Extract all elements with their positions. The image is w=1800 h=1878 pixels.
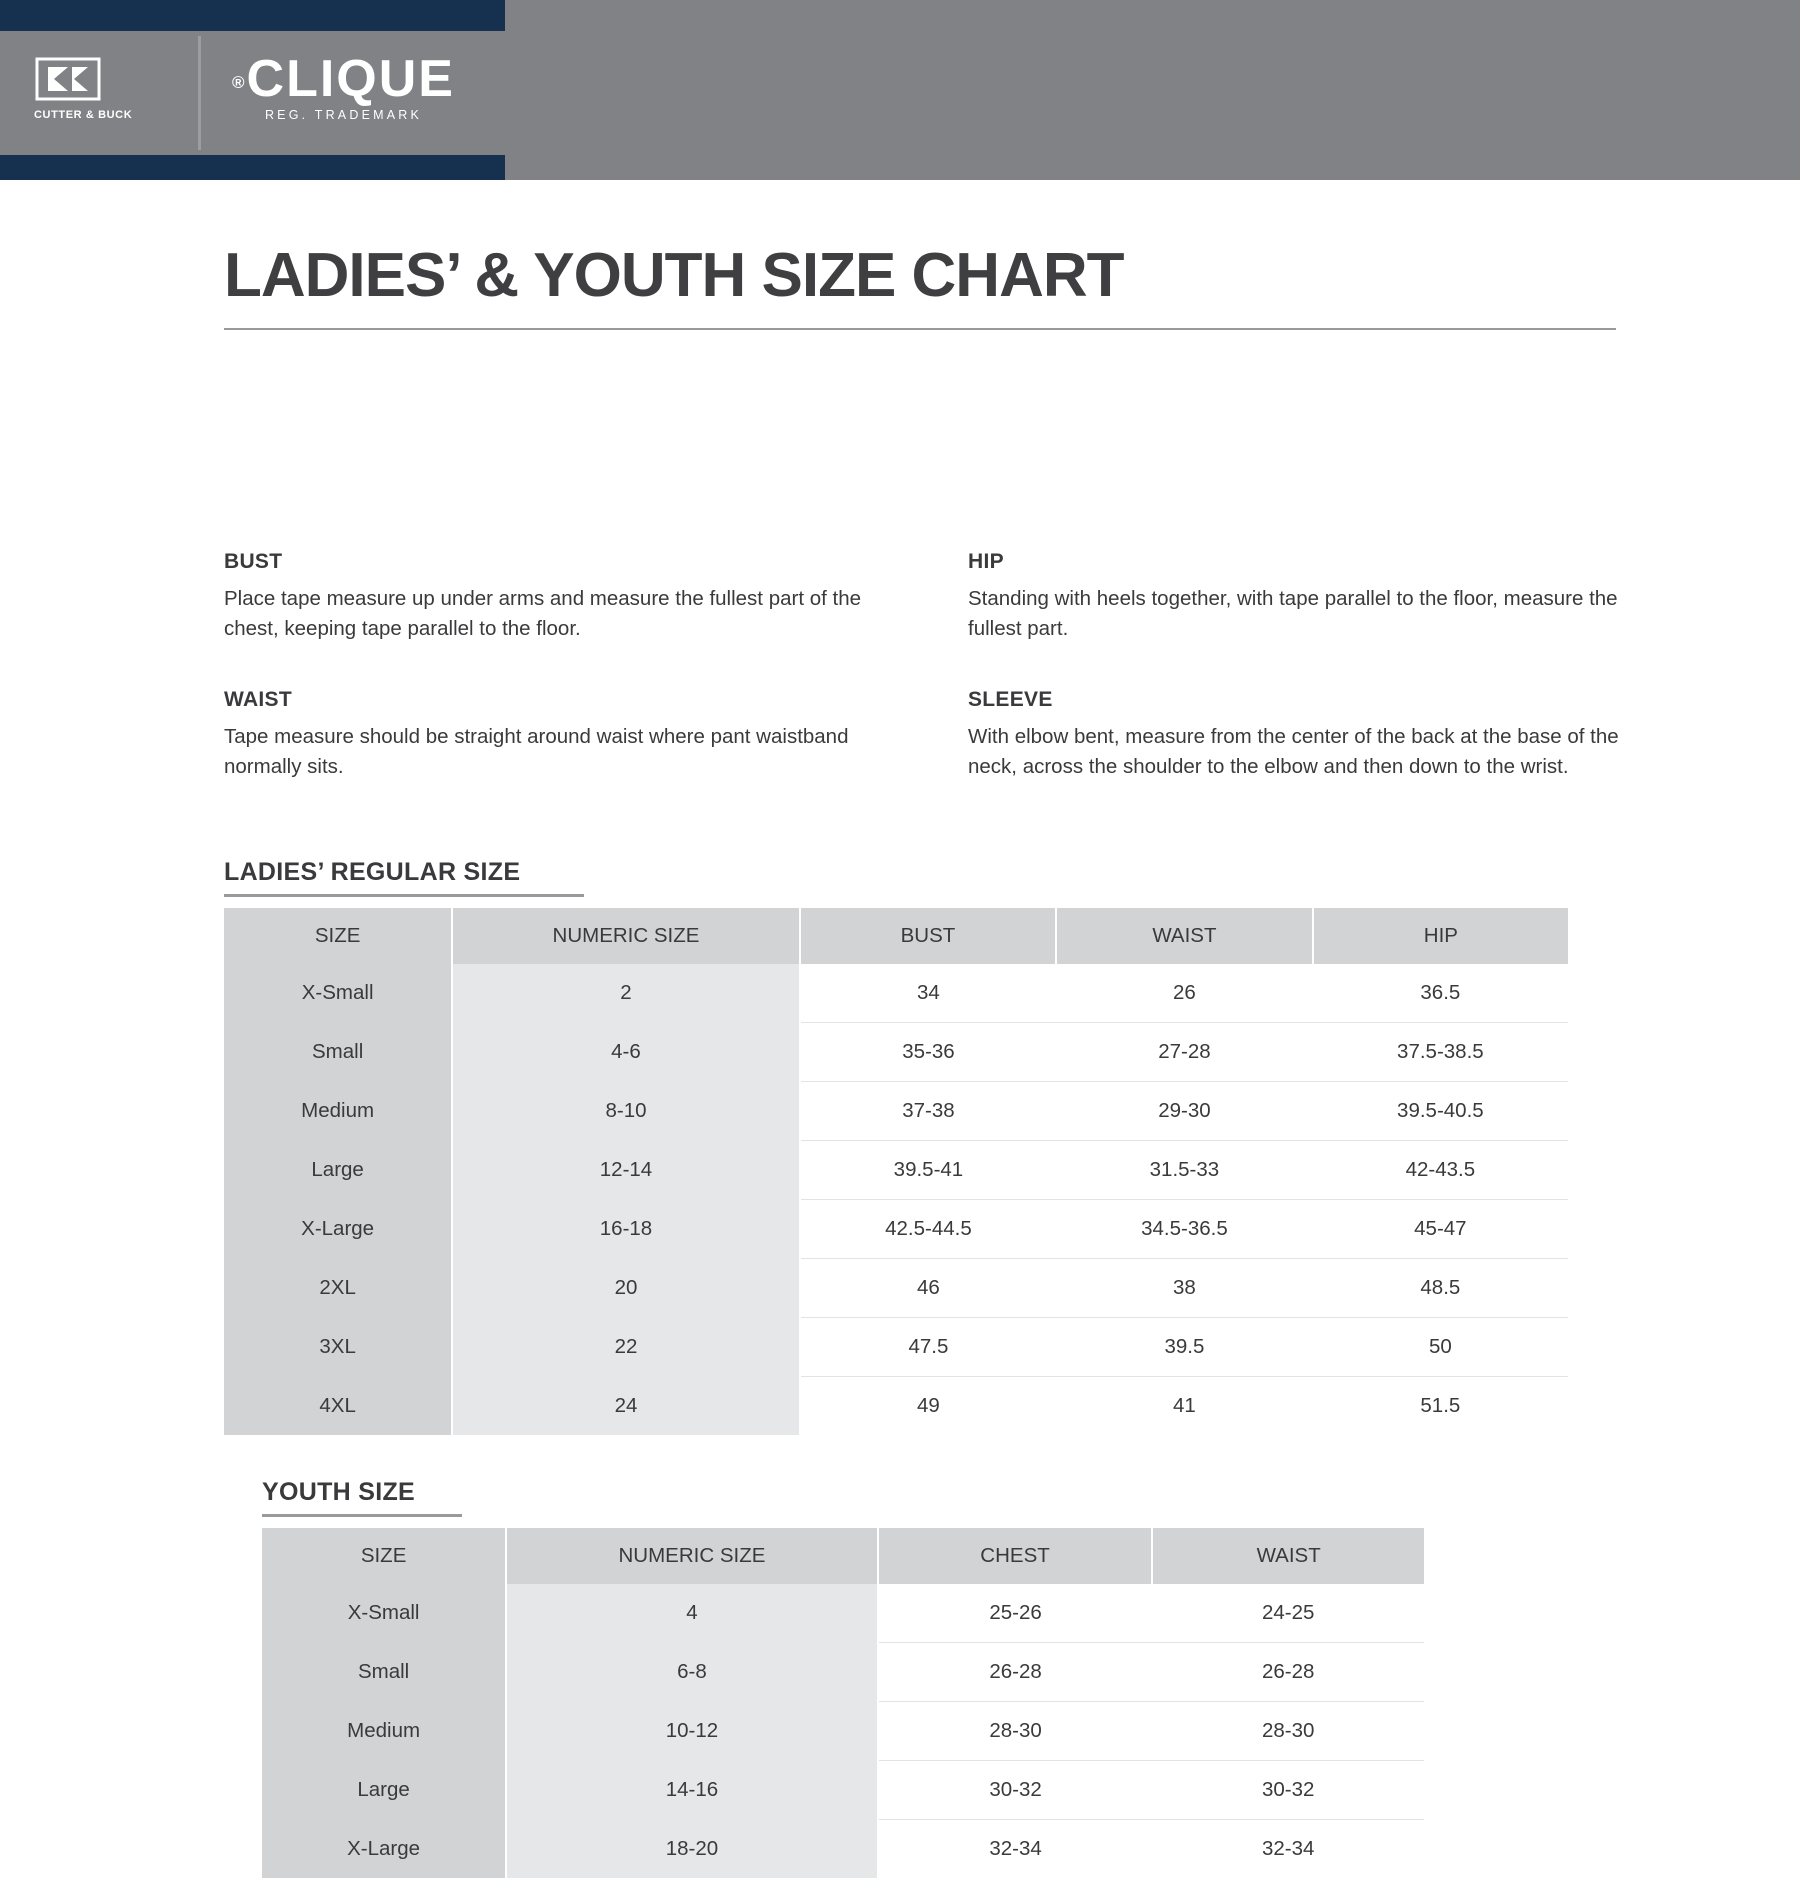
measurement-label: BUST <box>224 550 904 574</box>
cell-waist: 39.5 <box>1056 1318 1313 1377</box>
page-title: LADIES’ & YOUTH SIZE CHART <box>224 240 1124 311</box>
cell-size: X-Large <box>262 1820 506 1878</box>
column-header-numeric-size: NUMERIC SIZE <box>452 908 800 964</box>
cell-size: Small <box>262 1643 506 1702</box>
cell-size: Large <box>262 1761 506 1820</box>
cell-waist: 27-28 <box>1056 1023 1313 1082</box>
cell-hip: 37.5-38.5 <box>1313 1023 1568 1082</box>
cell-waist: 38 <box>1056 1259 1313 1318</box>
cell-hip: 48.5 <box>1313 1259 1568 1318</box>
cell-hip: 36.5 <box>1313 964 1568 1023</box>
column-header-waist: WAIST <box>1152 1528 1424 1584</box>
table-header-row <box>262 1528 1424 1584</box>
column-header-bust: BUST <box>800 908 1056 964</box>
table-row <box>262 1702 1424 1761</box>
column-header-waist: WAIST <box>1056 908 1313 964</box>
cell-size: 4XL <box>224 1377 452 1436</box>
cell-bust: 39.5-41 <box>800 1141 1056 1200</box>
cell-numeric-size: 4 <box>506 1584 878 1643</box>
cell-waist: 34.5-36.5 <box>1056 1200 1313 1259</box>
table-row <box>224 1023 1568 1082</box>
cell-waist: 41 <box>1056 1377 1313 1436</box>
registered-mark: ® <box>232 73 247 92</box>
cutter-buck-wordmark: CUTTER & BUCK <box>34 109 144 121</box>
page-header <box>0 0 1800 180</box>
ladies-size-table <box>224 908 1568 1435</box>
cell-waist: 29-30 <box>1056 1082 1313 1141</box>
column-header-hip: HIP <box>1313 908 1568 964</box>
table-row <box>224 1200 1568 1259</box>
cell-size: 3XL <box>224 1318 452 1377</box>
cell-numeric-size: 12-14 <box>452 1141 800 1200</box>
ladies-heading-underline <box>224 894 584 897</box>
measurement-label: WAIST <box>224 688 904 712</box>
measurement-hip <box>968 550 1628 644</box>
cell-bust: 49 <box>800 1377 1056 1436</box>
column-header-chest: CHEST <box>878 1528 1153 1584</box>
measurement-text: Tape measure should be straight around waist where pant waistband normally sits. <box>224 722 904 782</box>
measurement-label: SLEEVE <box>968 688 1628 712</box>
cell-waist: 32-34 <box>1152 1820 1424 1878</box>
measurement-bust <box>224 550 904 644</box>
cell-chest: 32-34 <box>878 1820 1153 1878</box>
cell-bust: 34 <box>800 964 1056 1023</box>
cell-bust: 35-36 <box>800 1023 1056 1082</box>
clique-trademark-note: REG. TRADEMARK <box>232 108 455 122</box>
table-row <box>224 964 1568 1023</box>
measurement-text: Place tape measure up under arms and measure the fullest part of the chest, keeping tape parallel to the floor. <box>224 584 904 644</box>
measurement-waist <box>224 688 904 782</box>
cell-size: Medium <box>262 1702 506 1761</box>
cell-size: Medium <box>224 1082 452 1141</box>
header-grey-panel <box>505 0 1800 180</box>
cell-numeric-size: 18-20 <box>506 1820 878 1878</box>
cell-bust: 47.5 <box>800 1318 1056 1377</box>
title-divider <box>224 328 1616 330</box>
table-row <box>224 1082 1568 1141</box>
cell-bust: 46 <box>800 1259 1056 1318</box>
cell-waist: 30-32 <box>1152 1761 1424 1820</box>
cell-size: 2XL <box>224 1259 452 1318</box>
cell-numeric-size: 6-8 <box>506 1643 878 1702</box>
cell-numeric-size: 10-12 <box>506 1702 878 1761</box>
cell-hip: 45-47 <box>1313 1200 1568 1259</box>
cell-chest: 25-26 <box>878 1584 1153 1643</box>
cell-waist: 26-28 <box>1152 1643 1424 1702</box>
cell-chest: 26-28 <box>878 1643 1153 1702</box>
cell-numeric-size: 16-18 <box>452 1200 800 1259</box>
column-header-numeric-size: NUMERIC SIZE <box>506 1528 878 1584</box>
cell-hip: 42-43.5 <box>1313 1141 1568 1200</box>
youth-heading-underline <box>262 1514 462 1517</box>
table-header-row <box>224 908 1568 964</box>
youth-size-table <box>262 1528 1424 1878</box>
cell-numeric-size: 8-10 <box>452 1082 800 1141</box>
table-row <box>262 1643 1424 1702</box>
cell-numeric-size: 22 <box>452 1318 800 1377</box>
clique-logo[interactable] <box>232 52 455 122</box>
table-row <box>262 1761 1424 1820</box>
cell-numeric-size: 24 <box>452 1377 800 1436</box>
cell-size: Small <box>224 1023 452 1082</box>
cell-bust: 42.5-44.5 <box>800 1200 1056 1259</box>
clique-wordmark: CLIQUE <box>247 50 455 108</box>
cell-size: X-Small <box>224 964 452 1023</box>
cutter-buck-mark-icon <box>34 57 102 101</box>
cell-size: Large <box>224 1141 452 1200</box>
cell-waist: 26 <box>1056 964 1313 1023</box>
logo-divider <box>198 36 201 150</box>
cell-waist: 28-30 <box>1152 1702 1424 1761</box>
cell-numeric-size: 2 <box>452 964 800 1023</box>
cell-size: X-Large <box>224 1200 452 1259</box>
table-row <box>224 1318 1568 1377</box>
cell-chest: 28-30 <box>878 1702 1153 1761</box>
cell-chest: 30-32 <box>878 1761 1153 1820</box>
ladies-table-heading: LADIES’ REGULAR SIZE <box>224 858 520 887</box>
table-row <box>224 1377 1568 1436</box>
measurement-text: Standing with heels together, with tape parallel to the floor, measure the fullest part. <box>968 584 1628 644</box>
table-row <box>262 1584 1424 1643</box>
measurement-sleeve <box>968 688 1628 782</box>
measurement-text: With elbow bent, measure from the center of the back at the base of the neck, across the shoulder to the elbow and then down to the wrist. <box>968 722 1628 782</box>
cell-waist: 24-25 <box>1152 1584 1424 1643</box>
cell-hip: 39.5-40.5 <box>1313 1082 1568 1141</box>
column-header-size: SIZE <box>224 908 452 964</box>
cell-hip: 51.5 <box>1313 1377 1568 1436</box>
table-row <box>262 1820 1424 1878</box>
table-row <box>224 1259 1568 1318</box>
cell-bust: 37-38 <box>800 1082 1056 1141</box>
column-header-size: SIZE <box>262 1528 506 1584</box>
cutter-buck-logo[interactable] <box>34 57 144 129</box>
table-row <box>224 1141 1568 1200</box>
cell-numeric-size: 20 <box>452 1259 800 1318</box>
measurement-label: HIP <box>968 550 1628 574</box>
cell-size: X-Small <box>262 1584 506 1643</box>
cell-numeric-size: 4-6 <box>452 1023 800 1082</box>
cell-waist: 31.5-33 <box>1056 1141 1313 1200</box>
youth-table-heading: YOUTH SIZE <box>262 1478 415 1507</box>
cell-hip: 50 <box>1313 1318 1568 1377</box>
cell-numeric-size: 14-16 <box>506 1761 878 1820</box>
